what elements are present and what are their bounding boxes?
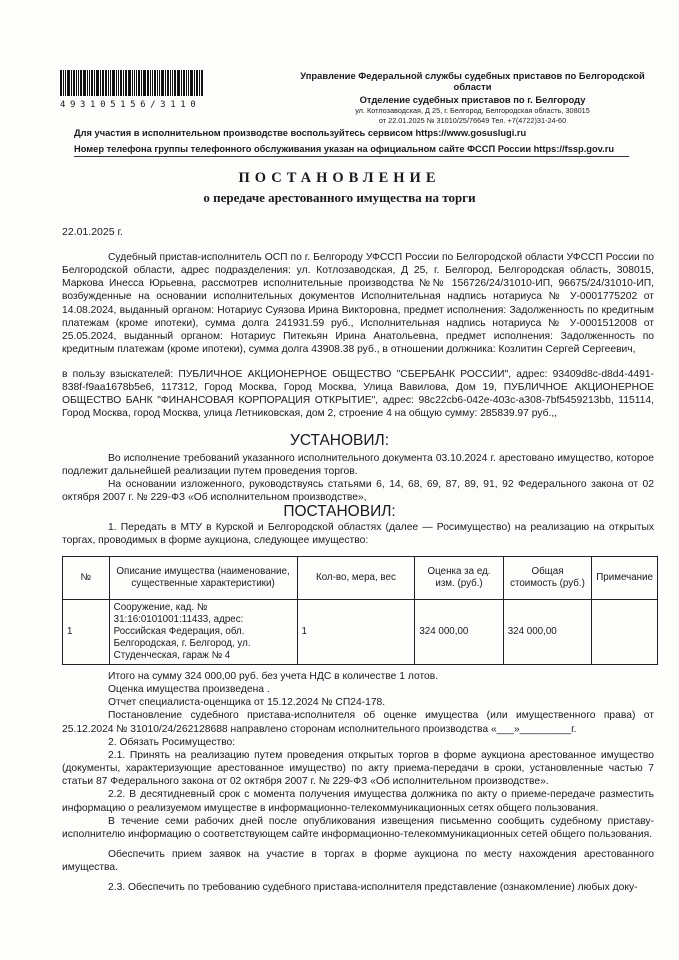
item-2-1: 2.1. Принять на реализацию путем проведения открытых торгов в форме аукциона арестованное имущество (документы, характеризующие арестованное имущество) по акту приема-передачи в сроки, установленные частью 7 статьи 87 Федерального закона от 02 октября 2007 г. № 229-ФЗ «Об исполнительном производстве».: [62, 749, 654, 788]
barcode-bar: [102, 70, 104, 96]
barcode-bar: [94, 70, 95, 96]
barcode-bar: [143, 70, 146, 96]
barcode-bar: [152, 70, 153, 96]
property-table: [62, 556, 658, 665]
barcode-bar: [177, 70, 180, 96]
barcode-bar: [71, 70, 72, 96]
barcode-bar: [147, 70, 149, 96]
document-subtitle: о передаче арестованного имущества на торги: [203, 190, 476, 205]
col-header-unit-price: Оценка за ед. изм. (руб.): [415, 557, 503, 600]
header-address: [290, 106, 655, 126]
barcode-bar: [132, 70, 133, 96]
barcode-bar: [161, 70, 164, 96]
paragraph-creditors: в пользу взыскателей: ПУБЛИЧНОЕ АКЦИОНЕРНОЕ ОБЩЕСТВО "СБЕРБАНК РОССИИ", адрес: 93409d8c-d8d4-4491-838f-f9aa1678b5e6, 117312, Город Москва, Город Москва, Улица Вавилова, Дом 19, ПУБЛИЧНОЕ АКЦИОНЕРНОЕ ОБЩЕСТВО БАНК "ФИНАНСОВАЯ КОРПОРАЦИЯ ОТКРЫТИЕ", адрес: 98c22cb6-042e-403c-a308-7bf5459213bb, 115114, Город Москва, город Москва, улица Летниковская, дом 2, строение 4 на общую сумму: 285839.97 руб.,,: [62, 369, 654, 420]
document-date: 22.01.2025 г.: [62, 226, 123, 238]
barcode-bar: [67, 70, 70, 96]
barcode-bar: [91, 70, 93, 96]
document-title: ПОСТАНОВЛЕНИЕ: [238, 170, 441, 186]
barcode-bar: [196, 70, 198, 96]
barcode-bar: [134, 70, 135, 96]
barcode: [60, 70, 278, 96]
header-divider: [74, 156, 629, 157]
paragraph-grounds: На основании изложенного, руководствуясь статьями 6, 14, 68, 69, 87, 89, 91, 92 Федерального закона от 02 октября 2007 г. № 229-ФЗ «Об исполнительном производстве»,: [62, 479, 654, 504]
barcode-bar: [186, 70, 187, 96]
paragraph-item1: 1. Передать в МТУ в Курской и Белгородской областях (далее — Росимущество) на реализацию на открытых торгах, проводимых в форме аукциона, следующее имущество:: [62, 522, 654, 547]
barcode-bar: [65, 70, 66, 96]
cell-description: Сооружение, кад. № 31:16:0101001:11433, адрес: Российская Федерация, обл. Белгородская, г. Белгород, ул. Студенческая, гараж № 4: [109, 600, 297, 665]
item-2-3: 2.3. Обеспечить по требованию судебного пристава-исполнителя представление (ознакомление) любых доку-: [108, 882, 638, 894]
barcode-bar: [116, 70, 117, 96]
barcode-bar: [108, 70, 109, 96]
closing-section: [62, 670, 654, 895]
barcode-bar: [96, 70, 99, 96]
paragraph-main: Судебный пристав-исполнитель ОСП по г. Белгороду УФССП России по Белгородской области УФССП России по Белгородской области, адрес подразделения: ул. Котлозаводская, Д 25, г. Белгород, Белгородская область, 308015, Маркова Инесса Юрьевна, рассмотрев исполнительные производства №№ 156726/24/31010-ИП, 96675/24/31010-ИП, возбужденные на основании исполнительных документов Исполнительная надпись нотариуса № У-0001775202 от 14.08.2024, выданный органом: Нотариус Суязова Ирина Викторовна, предмет исполнения: Задолженность по кредитным платежам (кроме ипотеки), сумма долга 241931.59 руб., Исполнительная надпись нотариуса № У-0001512008 от 25.05.2024, выданный органом: Нотариус Питекьян Ирина Анатольевна, предмет исполнения: Задолженность по кредитным платежам (кроме ипотеки), сумма долга 43908.38 руб., в отношении должника: Козлитин Сергей Сергеевич,: [62, 252, 654, 356]
valuation-done: Оценка имущества произведена .: [108, 684, 270, 696]
header-department: Отделение судебных приставов по г. Белгороду: [359, 94, 586, 105]
header-address-line: ул. Котлозаводская, Д 25, г. Белгород, Белгородская область, 308015: [355, 106, 590, 115]
cell-unit-price: 324 000,00: [415, 600, 503, 665]
barcode-bar: [172, 70, 173, 96]
col-header-description: Описание имущества (наименование, существенные характеристики): [109, 557, 297, 600]
barcode-bar: [125, 70, 127, 96]
barcode-bar: [154, 70, 156, 96]
barcode-bar: [159, 70, 160, 96]
barcode-bar: [63, 70, 64, 96]
barcode-bar: [123, 70, 124, 96]
barcode-bar: [165, 70, 166, 96]
barcode-bar: [118, 70, 119, 96]
item-2-2-notice: В течение семи рабочих дней после опубликования извещения письменно сообщить судебному приставу-исполнителю информацию о соответствующем сайте информационно-телекоммуникационных сетей общего пользования.: [62, 815, 654, 840]
cell-qty: 1: [297, 600, 415, 665]
barcode-bar: [188, 70, 189, 96]
barcode-bar: [105, 70, 107, 96]
table-header-row: [63, 557, 658, 600]
heading-resolved: ПОСТАНОВИЛ:: [283, 503, 396, 520]
item-2: 2. Обязать Росимущество:: [108, 736, 236, 748]
barcode-bar: [120, 70, 122, 96]
table-row: [63, 600, 658, 665]
decree-sent: Постановление судебного пристава-исполнителя об оценке имущества (или имущественного права) от 25.12.2024 № 31010/24/262128688 направлено сторонам исполнительного производства «___»_________г.: [62, 710, 654, 735]
cell-total: 324 000,00: [503, 600, 592, 665]
barcode-bar: [170, 70, 171, 96]
gosuslugi-note: Для участия в исполнительном производстве воспользуйтесь сервисом https://www.gosuslugi.ru: [74, 128, 527, 138]
barcode-bar: [157, 70, 158, 96]
barcode-bar: [112, 70, 115, 96]
col-header-total: Общая стоимость (руб.): [503, 557, 592, 600]
barcode-bar: [83, 70, 86, 96]
barcode-bar: [190, 70, 193, 96]
barcode-bar: [167, 70, 169, 96]
barcode-bar: [136, 70, 137, 96]
barcode-bar: [174, 70, 176, 96]
valuation-report: Отчет специалиста-оценщика от 15.12.2024 № СП24-178.: [108, 697, 386, 709]
total-line: Итого на сумму 324 000,00 руб. без учета НДС в количестве 1 лотов.: [108, 671, 439, 682]
heading-established: УСТАНОВИЛ:: [289, 432, 390, 449]
barcode-bar: [60, 70, 62, 96]
barcode-bar: [141, 70, 142, 96]
col-header-num: №: [63, 557, 110, 600]
barcode-bar: [80, 70, 82, 96]
paragraph-arrest: Во исполнение требований указанного исполнительного документа 03.10.2024 г. арестовано имущество, которое подлежит дальнейшей реализации путем проведения торгов.: [62, 453, 654, 478]
paragraph-established: [62, 452, 654, 505]
col-header-note: Примечание: [592, 557, 658, 600]
barcode-bar: [150, 70, 151, 96]
col-header-qty: Кол-во, мера, вес: [297, 557, 415, 600]
header-ref-line: от 22.01.2025 № 31010/25/76649 Тел. +7(4722)31-24-60: [378, 116, 567, 125]
item-2-2-applications: Обеспечить прием заявок на участие в торгах в форме аукциона по месту нахождения арестованного имущества.: [62, 849, 654, 874]
barcode-bar: [110, 70, 111, 96]
barcode-number: 493105156/3110: [60, 100, 201, 110]
cell-num: 1: [63, 600, 110, 665]
barcode-bar: [199, 70, 200, 96]
item-2-2: 2.2. В десятидневный срок с момента получения имущества должника по акту о приеме-передаче разместить информацию о реализуемом имуществе в информационно-телекоммуникационных сетях общего пользования.: [62, 789, 654, 814]
barcode-bar: [194, 70, 195, 96]
barcode-bar: [89, 70, 90, 96]
cell-note: [592, 600, 658, 665]
barcode-bar: [100, 70, 101, 96]
barcode-bar: [78, 70, 79, 96]
fssp-note: Номер телефона группы телефонного обслуживания указан на официальном сайте ФССП России https://fssp.gov.ru: [74, 144, 615, 154]
barcode-bar: [138, 70, 140, 96]
barcode-bar: [128, 70, 131, 96]
barcode-bar: [76, 70, 77, 96]
barcode-bar: [183, 70, 185, 96]
header-organization: Управление Федеральной службы судебных приставов по Белгородской области: [300, 70, 645, 92]
barcode-bar: [201, 70, 203, 96]
barcode-bar: [87, 70, 88, 96]
barcode-bar: [181, 70, 182, 96]
barcode-bar: [73, 70, 75, 96]
